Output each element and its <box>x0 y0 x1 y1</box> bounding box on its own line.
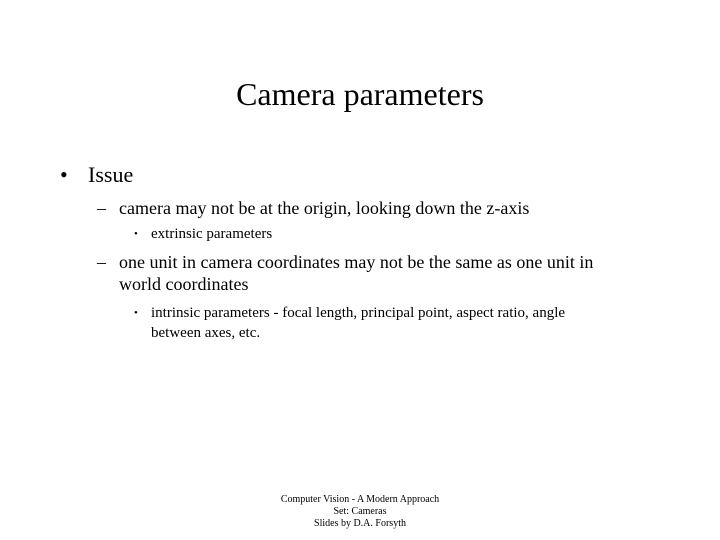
sub-bullet-units-line1: one unit in camera coordinates may not be the same as one unit in <box>119 252 594 272</box>
sub-bullet-origin-text: camera may not be at the origin, looking down the z-axis <box>119 198 530 218</box>
detail-intrinsic-line1: intrinsic parameters - focal length, principal point, aspect ratio, angle <box>151 305 566 321</box>
detail-extrinsic <box>134 223 434 245</box>
detail-extrinsic-text: extrinsic parameters <box>151 226 273 242</box>
bullet-dot-icon: • <box>134 228 138 240</box>
bullet-issue-text: Issue <box>88 162 134 187</box>
slide-title: Camera parameters <box>236 76 484 112</box>
dash-icon: – <box>97 252 106 272</box>
footer-set: Set: Cameras <box>333 506 387 517</box>
bullet-dot-icon: • <box>60 162 68 187</box>
bullet-dot-icon: • <box>134 307 138 319</box>
sub-bullet-units <box>97 251 677 295</box>
sub-bullet-units-line2: world coordinates <box>119 274 249 294</box>
bullet-issue <box>60 162 260 188</box>
sub-bullet-origin <box>97 197 657 219</box>
footer-course: Computer Vision - A Modern Approach <box>280 494 440 505</box>
detail-intrinsic-line2: between axes, etc. <box>151 325 261 341</box>
dash-icon: – <box>97 198 106 218</box>
footer-author: Slides by D.A. Forsyth <box>314 518 406 529</box>
detail-intrinsic <box>134 302 694 346</box>
slide-footer <box>0 494 720 530</box>
